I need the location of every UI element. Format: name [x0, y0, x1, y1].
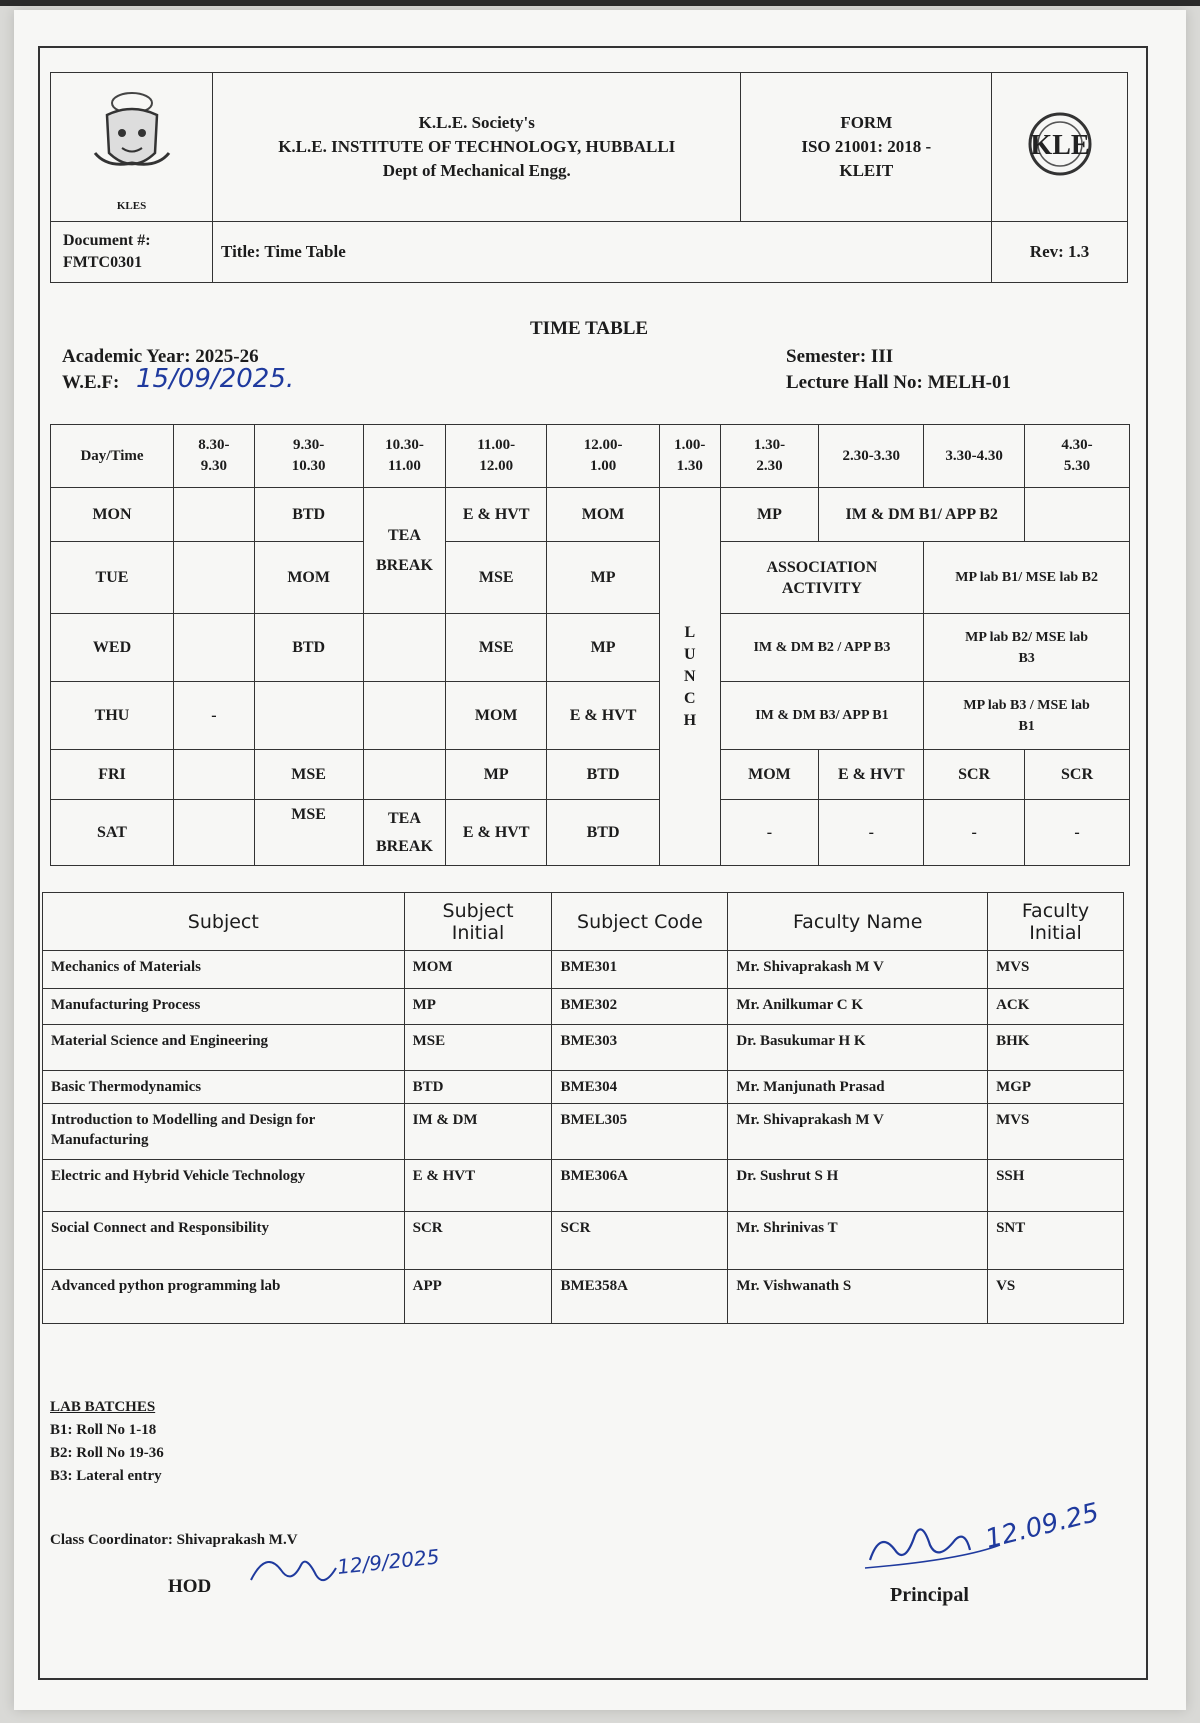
slot-cell: MP lab B1/ MSE lab B2 [924, 542, 1130, 614]
slot-cell: E & HVT [547, 682, 660, 750]
day-cell: FRI [51, 750, 174, 800]
document-number-label: Document #: [63, 232, 151, 249]
hod-label: HOD [168, 1576, 212, 1597]
slot-cell [174, 614, 255, 682]
slot-cell: - [924, 800, 1025, 866]
faculty-name: Mr. Vishwanath S [728, 1270, 988, 1324]
subject-name: Mechanics of Materials [43, 951, 405, 989]
slot-cell: MOM [720, 750, 819, 800]
batch-b1: B1: Roll No 1-18 [50, 1422, 157, 1438]
slot-cell: IM & DM B3/ APP B1 [720, 682, 924, 750]
day-cell: TUE [51, 542, 174, 614]
slot-cell: MP lab B3 / MSE lab B1 [924, 682, 1130, 750]
slot-cell [254, 682, 363, 750]
table-row [43, 1104, 1124, 1160]
batch-b2: B2: Roll No 19-36 [50, 1445, 164, 1461]
tea-break-cell: TEA BREAK [363, 800, 446, 866]
header-slot-1: 8.30- 9.30 [174, 425, 255, 488]
kle-tech-logo-text: KLE [1029, 129, 1090, 161]
row-sat [51, 800, 1130, 866]
lecture-hall: Lecture Hall No: MELH-01 [786, 372, 1011, 393]
header-slot-4: 11.00- 12.00 [446, 425, 547, 488]
subject-initial: MSE [404, 1025, 552, 1071]
slot-cell: MSE [446, 614, 547, 682]
slot-cell: BTD [547, 800, 660, 866]
slot-cell: MP [446, 750, 547, 800]
subject-code: SCR [552, 1212, 728, 1270]
association-activity-cell: ASSOCIATION ACTIVITY [720, 542, 924, 614]
subject-name: Material Science and Engineering [43, 1025, 405, 1071]
slot-cell: MP [720, 488, 819, 542]
slot-cell: E & HVT [446, 488, 547, 542]
subject-code: BME358A [552, 1270, 728, 1324]
timetable-heading: TIME TABLE [530, 318, 649, 339]
slot-cell: MP [547, 614, 660, 682]
table-row [43, 1071, 1124, 1104]
slot-cell [174, 542, 255, 614]
subject-initial: E & HVT [404, 1160, 552, 1212]
photo-top-edge [0, 0, 1200, 6]
slot-cell: SCR [1025, 750, 1130, 800]
timetable-grid [50, 424, 1130, 866]
faculty-name: Dr. Sushrut S H [728, 1160, 988, 1212]
form-label: FORM [840, 113, 893, 132]
header-day-time [51, 425, 174, 488]
header-slot-10: 4.30- 5.30 [1025, 425, 1130, 488]
col-subject-initial: Subject Initial [404, 893, 552, 951]
faculty-initial: MVS [988, 951, 1124, 989]
faculty-initial: MGP [988, 1071, 1124, 1104]
slot-cell: - [720, 800, 819, 866]
slot-cell: BTD [254, 488, 363, 542]
table-row [43, 1160, 1124, 1212]
subject-code: BME306A [552, 1160, 728, 1212]
slot-cell: IM & DM B2 / APP B3 [720, 614, 924, 682]
header-slot-3: 10.30- 11.00 [363, 425, 446, 488]
document-header-table [50, 72, 1128, 283]
principal-label: Principal [890, 1584, 969, 1606]
subject-initial: SCR [404, 1212, 552, 1270]
subject-code: BME301 [552, 951, 728, 989]
header-label: Day/Time [80, 447, 144, 464]
wef-date-handwritten: 15/09/2025. [136, 364, 295, 394]
faculty-name: Mr. Anilkumar C K [728, 989, 988, 1025]
slot-cell: - [819, 800, 924, 866]
subject-table [42, 892, 1124, 1324]
header-slot-7: 1.30- 2.30 [720, 425, 819, 488]
subject-name: Social Connect and Responsibility [43, 1212, 405, 1270]
slot-cell: - [174, 682, 255, 750]
principal-signature-date: 12.09.25 [982, 1497, 1103, 1555]
table-row [43, 1270, 1124, 1324]
academic-year: Academic Year: 2025-26 [62, 346, 259, 367]
slot-cell [363, 750, 446, 800]
lab-batches [50, 1396, 164, 1488]
slot-cell [174, 750, 255, 800]
faculty-initial: SNT [988, 1212, 1124, 1270]
subject-code: BME302 [552, 989, 728, 1025]
row-thu [51, 682, 1130, 750]
slot-cell: - [1025, 800, 1130, 866]
slot-cell: MSE [446, 542, 547, 614]
header-slot-6: 1.00- 1.30 [660, 425, 721, 488]
faculty-name: Dr. Basukumar H K [728, 1025, 988, 1071]
document-title: Title: Time Table [213, 222, 992, 283]
subject-code: BMEL305 [552, 1104, 728, 1160]
department-name: Dept of Mechanical Engg. [382, 161, 571, 180]
row-tue [51, 542, 1130, 614]
slot-cell: IM & DM B1/ APP B2 [819, 488, 1025, 542]
document-number-value: FMTC0301 [63, 254, 143, 271]
institute-title-cell [213, 73, 741, 222]
batch-b3: B3: Lateral entry [50, 1468, 162, 1484]
principal-signature-icon [860, 1490, 1130, 1590]
form-org: KLEIT [839, 161, 894, 180]
kles-logo-cell [51, 73, 213, 222]
document-number-cell [51, 222, 213, 283]
lab-batches-title: LAB BATCHES [50, 1399, 156, 1415]
subject-code: BME303 [552, 1025, 728, 1071]
slot-cell: SCR [924, 750, 1025, 800]
subject-initial: MOM [404, 951, 552, 989]
table-row [43, 1025, 1124, 1071]
slot-cell [174, 800, 255, 866]
kle-tech-logo-icon [1023, 107, 1097, 181]
faculty-initial: MVS [988, 1104, 1124, 1160]
table-row [43, 989, 1124, 1025]
slot-cell: MP lab B2/ MSE lab B3 [924, 614, 1130, 682]
slot-cell: MOM [254, 542, 363, 614]
col-subject: Subject [43, 893, 405, 951]
row-fri [51, 750, 1130, 800]
subject-code: BME304 [552, 1071, 728, 1104]
table-row [43, 1212, 1124, 1270]
slot-cell: E & HVT [819, 750, 924, 800]
faculty-initial: BHK [988, 1025, 1124, 1071]
subject-initial: MP [404, 989, 552, 1025]
class-coordinator: Class Coordinator: Shivaprakash M.V [50, 1532, 298, 1548]
kle-tech-logo-cell [992, 73, 1128, 222]
kles-crest-icon [77, 83, 187, 193]
slot-cell [174, 488, 255, 542]
timetable-header-row [51, 425, 1130, 488]
subject-name: Electric and Hybrid Vehicle Technology [43, 1160, 405, 1212]
day-cell: MON [51, 488, 174, 542]
form-iso-cell [741, 73, 992, 222]
slot-cell: MOM [446, 682, 547, 750]
institute-name: K.L.E. INSTITUTE OF TECHNOLOGY, HUBBALLI [278, 137, 676, 156]
wef-label: W.E.F: [62, 372, 120, 393]
row-wed [51, 614, 1130, 682]
subject-name: Introduction to Modelling and Design for Manufacturing [43, 1104, 405, 1160]
faculty-name: Mr. Manjunath Prasad [728, 1071, 988, 1104]
header-slot-5: 12.00- 1.00 [547, 425, 660, 488]
revision-number: Rev: 1.3 [992, 222, 1128, 283]
subject-initial: IM & DM [404, 1104, 552, 1160]
subject-name: Manufacturing Process [43, 989, 405, 1025]
row-mon [51, 488, 1130, 542]
subject-initial: APP [404, 1270, 552, 1324]
slot-cell [363, 614, 446, 682]
header-slot-8: 2.30-3.30 [819, 425, 924, 488]
slot-cell: MOM [547, 488, 660, 542]
slot-cell: MSE [254, 750, 363, 800]
slot-cell [363, 682, 446, 750]
slot-cell: MP [547, 542, 660, 614]
table-row [43, 951, 1124, 989]
slot-cell: MSE [254, 800, 363, 866]
semester: Semester: III [786, 346, 894, 367]
slot-cell [1025, 488, 1130, 542]
society-name: K.L.E. Society's [418, 113, 535, 132]
slot-cell: BTD [254, 614, 363, 682]
subject-name: Basic Thermodynamics [43, 1071, 405, 1104]
col-faculty-initial: Faculty Initial [988, 893, 1124, 951]
header-slot-9: 3.30-4.30 [924, 425, 1025, 488]
day-cell: SAT [51, 800, 174, 866]
iso-standard: ISO 21001: 2018 - [801, 137, 932, 156]
faculty-name: Mr. Shivaprakash M V [728, 1104, 988, 1160]
hod-signature-date: 12/9/2025 [336, 1544, 441, 1579]
subject-table-header [43, 893, 1124, 951]
faculty-initial: VS [988, 1270, 1124, 1324]
faculty-name: Mr. Shrinivas T [728, 1212, 988, 1270]
subject-initial: BTD [404, 1071, 552, 1104]
faculty-name: Mr. Shivaprakash M V [728, 951, 988, 989]
day-cell: WED [51, 614, 174, 682]
tea-break-cell: TEA BREAK [363, 488, 446, 614]
header-slot-2: 9.30- 10.30 [254, 425, 363, 488]
day-cell: THU [51, 682, 174, 750]
kles-logo-text: KLES [116, 199, 147, 212]
slot-cell: E & HVT [446, 800, 547, 866]
hod-signature-icon [246, 1540, 456, 1600]
col-subject-code: Subject Code [552, 893, 728, 951]
faculty-initial: ACK [988, 989, 1124, 1025]
lunch-cell: L U N C H [660, 488, 721, 866]
col-faculty-name: Faculty Name [728, 893, 988, 951]
faculty-initial: SSH [988, 1160, 1124, 1212]
subject-name: Advanced python programming lab [43, 1270, 405, 1324]
slot-cell: BTD [547, 750, 660, 800]
